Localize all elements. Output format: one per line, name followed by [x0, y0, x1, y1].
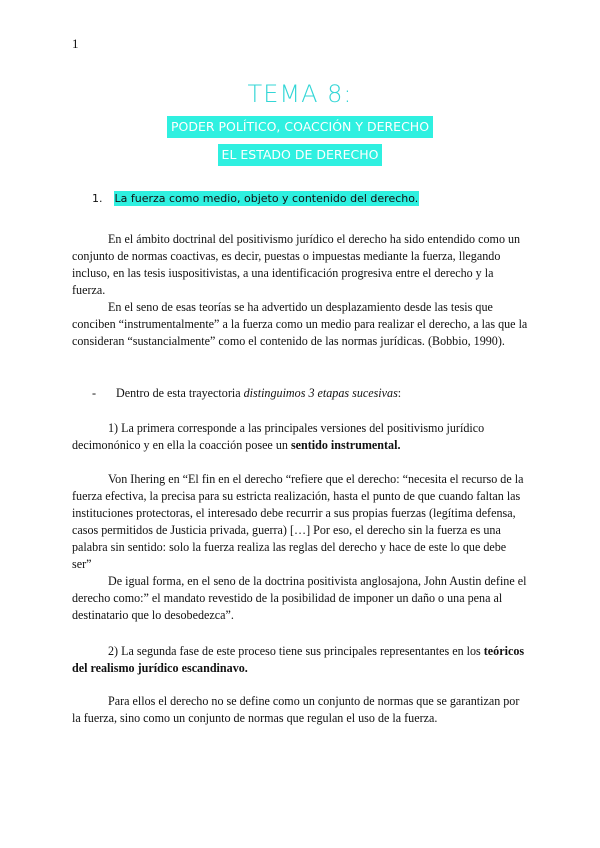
stage-1-text: 1) La primera corresponde a las principales versiones del positivismo jurídico decimonónico y en ella la coacción posee un [72, 421, 485, 452]
subtitle-line-2 [0, 144, 600, 166]
subtitle-highlight: EL ESTADO DE DERECHO [218, 144, 383, 166]
section-heading [92, 192, 419, 205]
stage-2-bold: teóricos del realismo jurídico escandinavo. [72, 644, 525, 675]
section-title: La fuerza como medio, objeto y contenido del derecho. [114, 192, 419, 205]
paragraph-stage-2 [72, 643, 528, 677]
stage-2-text: 2) La segunda fase de este proceso tiene sus principales representantes en los [108, 644, 484, 658]
stage-1-bold: sentido instrumental. [290, 438, 401, 452]
bullet-emphasis: distinguimos 3 etapas sucesivas [243, 386, 398, 400]
bullet-item [92, 385, 528, 402]
subtitle-highlight: PODER POLÍTICO, COACCIÓN Y DERECHO [167, 116, 433, 138]
page-number: 1 [72, 36, 79, 51]
bullet-dash: - [92, 386, 97, 400]
paragraph-intro: En el ámbito doctrinal del positivismo jurídico el derecho ha sido entendido como un conjunto de normas coactivas, es decir, puestas o impuestas mediante la fuerza, llegando incluso, en las tesis iuspositivistas, a una identificación progresiva entre el derecho y la fuerza. [72, 232, 521, 297]
bullet-text: Dentro de esta trayectoria [116, 386, 244, 400]
page-title: TEMA 8: [247, 80, 353, 108]
paragraph-ihering-quote: Von Ihering en “El fin en el derecho “refiere que el derecho: “necesita el recurso de la fuerza efectiva, la precisa para su estricta realización, hasta el punto de que cuando faltan las instituciones protectoras, el interesado debe recurrir a sus propias fuerzas (legítima defensa, casos permitidos de Justicia privada, guerra) […] Por eso, el derecho sin la fuerza es una palabra sin sentido: solo la fuerza realiza las reglas del derecho y hace de este lo que debe ser” [72, 472, 524, 571]
paragraph-displacement: En el seno de esas teorías se ha advertido un desplazamiento desde las tesis que conciben “instrumentalmente” a la fuerza como un medio para realizar el derecho, a las que la consideran “sustancialmente” como el contenido de las normas jurídicas. (Bobbio, 1990). [72, 300, 528, 348]
paragraph-austin: De igual forma, en el seno de la doctrina positivista anglosajona, John Austin define el derecho como:” el mandato revestido de la posibilidad de imponer un daño o una pena al destinatario que lo desobedezca”. [72, 574, 527, 622]
paragraph-stage-1 [72, 420, 528, 454]
paragraph-scandinavian: Para ellos el derecho no se define como un conjunto de normas que se garantizan por la fuerza, sino como un conjunto de normas que regulan el uso de la fuerza. [72, 694, 520, 725]
subtitle-line-1 [0, 116, 600, 138]
bullet-colon: : [397, 386, 402, 400]
section-number: 1. [92, 192, 103, 205]
